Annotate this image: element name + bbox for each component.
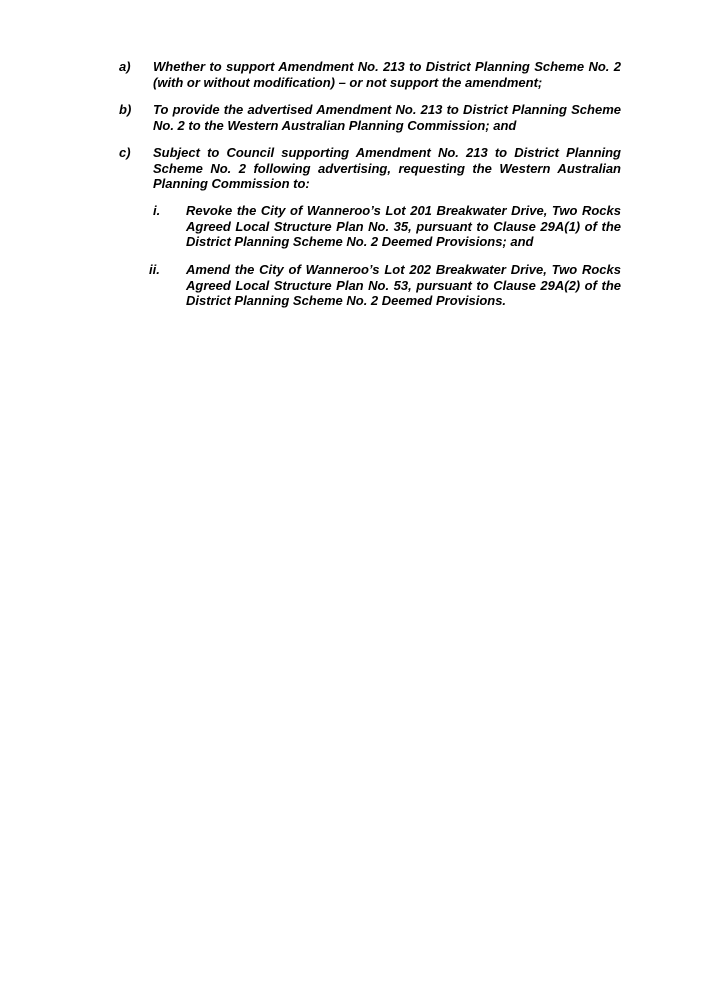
list-item-text: To provide the advertised Amendment No. 213 to District Planning Scheme No. 2 to the Western Australian Planning Commission; and bbox=[153, 102, 621, 133]
sub-list-item-text: Amend the City of Wanneroo’s Lot 202 Breakwater Drive, Two Rocks Agreed Local Structure Plan No. 53, pursuant to Clause 29A(2) of the District Planning Scheme No. 2 Deemed Provisions. bbox=[186, 262, 621, 308]
sub-list-item-ii bbox=[149, 262, 621, 310]
sub-list-marker: i. bbox=[153, 203, 161, 218]
list-item-c bbox=[119, 145, 621, 193]
list-item-b bbox=[119, 102, 621, 134]
list-marker: c) bbox=[119, 145, 131, 160]
sub-list-item-text: Revoke the City of Wanneroo’s Lot 201 Breakwater Drive, Two Rocks Agreed Local Structure Plan No. 35, pursuant to Clause 29A(1) of the District Planning Scheme No. 2 Deemed Provisions; and bbox=[186, 203, 621, 249]
sub-list-item-i bbox=[153, 203, 621, 251]
list-marker: a) bbox=[119, 59, 131, 74]
sub-list-marker: ii. bbox=[149, 262, 160, 277]
list-marker: b) bbox=[119, 102, 132, 117]
list-item-a bbox=[119, 59, 621, 91]
list-item-text: Whether to support Amendment No. 213 to District Planning Scheme No. 2 (with or without modification) – or not support the amendment; bbox=[153, 59, 621, 90]
list-item-text: Subject to Council supporting Amendment No. 213 to District Planning Scheme No. 2 following advertising, requesting the Western Australian Planning Commission to: bbox=[153, 145, 621, 191]
